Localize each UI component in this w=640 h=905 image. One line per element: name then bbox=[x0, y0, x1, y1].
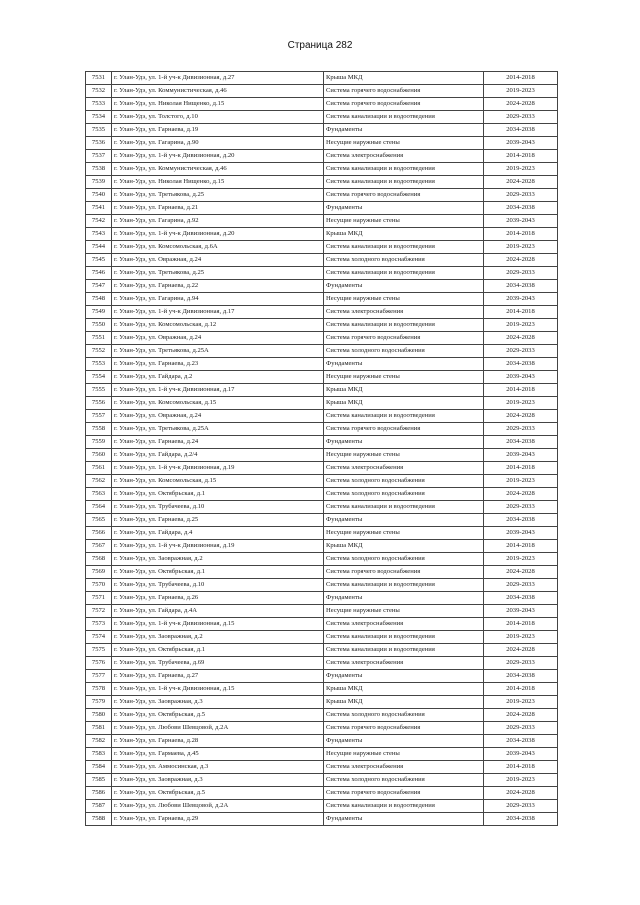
work-type-cell: Несущие наружные стены bbox=[324, 137, 484, 150]
period-cell: 2014-2018 bbox=[484, 150, 558, 163]
period-cell: 2039-2043 bbox=[484, 371, 558, 384]
work-type-cell: Фундаменты bbox=[324, 514, 484, 527]
address-cell: г. Улан-Удэ, ул. Толстого, д.10 bbox=[112, 111, 324, 124]
table-row bbox=[86, 98, 558, 111]
address-cell: г. Улан-Удэ, ул. Коммунистическая, д.46 bbox=[112, 163, 324, 176]
work-type-cell: Крыша МКД bbox=[324, 228, 484, 241]
work-type-cell: Система холодного водоснабжения bbox=[324, 254, 484, 267]
work-type-cell: Система холодного водоснабжения bbox=[324, 488, 484, 501]
work-type-cell: Система холодного водоснабжения bbox=[324, 475, 484, 488]
row-number-cell: 7531 bbox=[86, 72, 112, 85]
address-cell: г. Улан-Удэ, ул. 1-й уч-к Дивизионная, д.15 bbox=[112, 618, 324, 631]
work-type-cell: Система горячего водоснабжения bbox=[324, 722, 484, 735]
work-type-cell: Крыша МКД bbox=[324, 696, 484, 709]
period-cell: 2039-2043 bbox=[484, 748, 558, 761]
table-row bbox=[86, 605, 558, 618]
work-type-cell: Фундаменты bbox=[324, 592, 484, 605]
address-cell: г. Улан-Удэ, ул. Гарнаева, д.19 bbox=[112, 124, 324, 137]
period-cell: 2019-2023 bbox=[484, 85, 558, 98]
row-number-cell: 7547 bbox=[86, 280, 112, 293]
table-row bbox=[86, 514, 558, 527]
work-type-cell: Фундаменты bbox=[324, 735, 484, 748]
table-row bbox=[86, 306, 558, 319]
address-cell: г. Улан-Удэ, ул. Третьякова, д.25А bbox=[112, 423, 324, 436]
row-number-cell: 7549 bbox=[86, 306, 112, 319]
address-cell: г. Улан-Удэ, ул. 1-й уч-к Дивизионная, д.15 bbox=[112, 683, 324, 696]
period-cell: 2019-2023 bbox=[484, 553, 558, 566]
work-type-cell: Фундаменты bbox=[324, 280, 484, 293]
row-number-cell: 7542 bbox=[86, 215, 112, 228]
row-number-cell: 7572 bbox=[86, 605, 112, 618]
table-row bbox=[86, 735, 558, 748]
table-row bbox=[86, 657, 558, 670]
work-type-cell: Система электроснабжения bbox=[324, 618, 484, 631]
table-row bbox=[86, 774, 558, 787]
period-cell: 2014-2018 bbox=[484, 761, 558, 774]
work-type-cell: Крыша МКД bbox=[324, 540, 484, 553]
work-type-cell: Система канализации и водоотведения bbox=[324, 241, 484, 254]
table-row bbox=[86, 566, 558, 579]
address-cell: г. Улан-Удэ, ул. Заовражная, д.3 bbox=[112, 696, 324, 709]
row-number-cell: 7565 bbox=[86, 514, 112, 527]
work-type-cell: Система горячего водоснабжения bbox=[324, 85, 484, 98]
table-row bbox=[86, 228, 558, 241]
work-type-cell: Система холодного водоснабжения bbox=[324, 709, 484, 722]
page-number-header: Страница 282 bbox=[287, 40, 353, 51]
period-cell: 2019-2023 bbox=[484, 631, 558, 644]
period-cell: 2034-2038 bbox=[484, 436, 558, 449]
period-cell: 2024-2028 bbox=[484, 488, 558, 501]
table-row bbox=[86, 72, 558, 85]
address-cell: г. Улан-Удэ, ул. Овражная, д.24 bbox=[112, 332, 324, 345]
work-type-cell: Система электроснабжения bbox=[324, 761, 484, 774]
period-cell: 2024-2028 bbox=[484, 332, 558, 345]
table-row bbox=[86, 332, 558, 345]
row-number-cell: 7559 bbox=[86, 436, 112, 449]
work-type-cell: Несущие наружные стены bbox=[324, 215, 484, 228]
table-row bbox=[86, 462, 558, 475]
work-type-cell: Система канализации и водоотведения bbox=[324, 319, 484, 332]
table-row bbox=[86, 189, 558, 202]
period-cell: 2029-2033 bbox=[484, 722, 558, 735]
work-type-cell: Система канализации и водоотведения bbox=[324, 176, 484, 189]
period-cell: 2024-2028 bbox=[484, 709, 558, 722]
row-number-cell: 7564 bbox=[86, 501, 112, 514]
register-table-body bbox=[86, 72, 558, 826]
table-row bbox=[86, 267, 558, 280]
work-type-cell: Несущие наружные стены bbox=[324, 293, 484, 306]
address-cell: г. Улан-Удэ, ул. Гарнаева, д.29 bbox=[112, 813, 324, 826]
row-number-cell: 7588 bbox=[86, 813, 112, 826]
row-number-cell: 7532 bbox=[86, 85, 112, 98]
table-row bbox=[86, 618, 558, 631]
address-cell: г. Улан-Удэ, ул. Заовражная, д.2 bbox=[112, 631, 324, 644]
table-row bbox=[86, 111, 558, 124]
row-number-cell: 7548 bbox=[86, 293, 112, 306]
table-row bbox=[86, 722, 558, 735]
row-number-cell: 7581 bbox=[86, 722, 112, 735]
work-type-cell: Несущие наружные стены bbox=[324, 748, 484, 761]
row-number-cell: 7535 bbox=[86, 124, 112, 137]
row-number-cell: 7571 bbox=[86, 592, 112, 605]
period-cell: 2024-2028 bbox=[484, 787, 558, 800]
work-type-cell: Система горячего водоснабжения bbox=[324, 332, 484, 345]
table-row bbox=[86, 410, 558, 423]
period-cell: 2029-2033 bbox=[484, 657, 558, 670]
table-row bbox=[86, 800, 558, 813]
period-cell: 2019-2023 bbox=[484, 696, 558, 709]
table-row bbox=[86, 488, 558, 501]
address-cell: г. Улан-Удэ, ул. 1-й уч-к Дивизионная, д.27 bbox=[112, 72, 324, 85]
work-type-cell: Система горячего водоснабжения bbox=[324, 423, 484, 436]
work-type-cell: Фундаменты bbox=[324, 124, 484, 137]
table-row bbox=[86, 371, 558, 384]
table-row bbox=[86, 449, 558, 462]
row-number-cell: 7558 bbox=[86, 423, 112, 436]
address-cell: г. Улан-Удэ, ул. Третьякова, д.25А bbox=[112, 345, 324, 358]
row-number-cell: 7534 bbox=[86, 111, 112, 124]
row-number-cell: 7556 bbox=[86, 397, 112, 410]
row-number-cell: 7541 bbox=[86, 202, 112, 215]
row-number-cell: 7560 bbox=[86, 449, 112, 462]
address-cell: г. Улан-Удэ, ул. Овражная, д.24 bbox=[112, 410, 324, 423]
address-cell: г. Улан-Удэ, ул. Октябрьская, д.5 bbox=[112, 787, 324, 800]
period-cell: 2029-2033 bbox=[484, 345, 558, 358]
period-cell: 2024-2028 bbox=[484, 410, 558, 423]
work-type-cell: Крыша МКД bbox=[324, 397, 484, 410]
work-type-cell: Система электроснабжения bbox=[324, 306, 484, 319]
work-type-cell: Система горячего водоснабжения bbox=[324, 98, 484, 111]
address-cell: г. Улан-Удэ, ул. Заовражная, д.2 bbox=[112, 553, 324, 566]
table-row bbox=[86, 709, 558, 722]
address-cell: г. Улан-Удэ, ул. Гарнаева, д.25 bbox=[112, 514, 324, 527]
table-row bbox=[86, 124, 558, 137]
period-cell: 2014-2018 bbox=[484, 384, 558, 397]
period-cell: 2034-2038 bbox=[484, 813, 558, 826]
work-type-cell: Система канализации и водоотведения bbox=[324, 579, 484, 592]
row-number-cell: 7539 bbox=[86, 176, 112, 189]
period-cell: 2014-2018 bbox=[484, 72, 558, 85]
row-number-cell: 7543 bbox=[86, 228, 112, 241]
work-type-cell: Система электроснабжения bbox=[324, 462, 484, 475]
table-row bbox=[86, 475, 558, 488]
row-number-cell: 7553 bbox=[86, 358, 112, 371]
table-row bbox=[86, 423, 558, 436]
address-cell: г. Улан-Удэ, ул. Гайдара, д.4А bbox=[112, 605, 324, 618]
work-type-cell: Система горячего водоснабжения bbox=[324, 189, 484, 202]
address-cell: г. Улан-Удэ, ул. 1-й уч-к Дивизионная, д.19 bbox=[112, 462, 324, 475]
address-cell: г. Улан-Удэ, ул. Комсомольская, д.15 bbox=[112, 397, 324, 410]
period-cell: 2034-2038 bbox=[484, 592, 558, 605]
work-type-cell: Фундаменты bbox=[324, 670, 484, 683]
table-row bbox=[86, 670, 558, 683]
table-row bbox=[86, 761, 558, 774]
work-type-cell: Несущие наружные стены bbox=[324, 527, 484, 540]
address-cell: г. Улан-Удэ, ул. Николая Нищенко, д.15 bbox=[112, 176, 324, 189]
row-number-cell: 7566 bbox=[86, 527, 112, 540]
address-cell: г. Улан-Удэ, ул. Николая Нищенко, д.15 bbox=[112, 98, 324, 111]
address-cell: г. Улан-Удэ, ул. Гарнаева, д.28 bbox=[112, 735, 324, 748]
row-number-cell: 7582 bbox=[86, 735, 112, 748]
table-row bbox=[86, 436, 558, 449]
work-type-cell: Несущие наружные стены bbox=[324, 371, 484, 384]
work-type-cell: Система горячего водоснабжения bbox=[324, 787, 484, 800]
row-number-cell: 7579 bbox=[86, 696, 112, 709]
row-number-cell: 7568 bbox=[86, 553, 112, 566]
table-row bbox=[86, 319, 558, 332]
row-number-cell: 7580 bbox=[86, 709, 112, 722]
address-cell: г. Улан-Удэ, ул. Гарнаева, д.24 bbox=[112, 436, 324, 449]
period-cell: 2029-2033 bbox=[484, 267, 558, 280]
work-type-cell: Система канализации и водоотведения bbox=[324, 410, 484, 423]
period-cell: 2029-2033 bbox=[484, 501, 558, 514]
address-cell: г. Улан-Удэ, ул. Гармаева, д.45 bbox=[112, 748, 324, 761]
table-row bbox=[86, 787, 558, 800]
table-row bbox=[86, 215, 558, 228]
table-row bbox=[86, 202, 558, 215]
row-number-cell: 7587 bbox=[86, 800, 112, 813]
work-type-cell: Система холодного водоснабжения bbox=[324, 553, 484, 566]
work-type-cell: Система горячего водоснабжения bbox=[324, 566, 484, 579]
row-number-cell: 7557 bbox=[86, 410, 112, 423]
register-table bbox=[85, 71, 558, 826]
work-type-cell: Несущие наружные стены bbox=[324, 605, 484, 618]
table-row bbox=[86, 397, 558, 410]
address-cell: г. Улан-Удэ, ул. Октябрьская, д.1 bbox=[112, 644, 324, 657]
period-cell: 2039-2043 bbox=[484, 449, 558, 462]
work-type-cell: Крыша МКД bbox=[324, 384, 484, 397]
table-row bbox=[86, 527, 558, 540]
address-cell: г. Улан-Удэ, ул. Гарнаева, д.27 bbox=[112, 670, 324, 683]
work-type-cell: Система канализации и водоотведения bbox=[324, 111, 484, 124]
period-cell: 2039-2043 bbox=[484, 293, 558, 306]
row-number-cell: 7552 bbox=[86, 345, 112, 358]
work-type-cell: Система канализации и водоотведения bbox=[324, 800, 484, 813]
period-cell: 2024-2028 bbox=[484, 254, 558, 267]
address-cell: г. Улан-Удэ, ул. Комсомольская, д.6А bbox=[112, 241, 324, 254]
period-cell: 2034-2038 bbox=[484, 735, 558, 748]
table-row bbox=[86, 579, 558, 592]
period-cell: 2029-2033 bbox=[484, 111, 558, 124]
table-row bbox=[86, 358, 558, 371]
period-cell: 2019-2023 bbox=[484, 319, 558, 332]
address-cell: г. Улан-Удэ, ул. Третьякова, д.25 bbox=[112, 267, 324, 280]
address-cell: г. Улан-Удэ, ул. Комсомольская, д.12 bbox=[112, 319, 324, 332]
period-cell: 2014-2018 bbox=[484, 618, 558, 631]
period-cell: 2039-2043 bbox=[484, 605, 558, 618]
address-cell: г. Улан-Удэ, ул. Гарнаева, д.22 bbox=[112, 280, 324, 293]
period-cell: 2029-2033 bbox=[484, 579, 558, 592]
table-row bbox=[86, 683, 558, 696]
table-row bbox=[86, 540, 558, 553]
table-row bbox=[86, 384, 558, 397]
address-cell: г. Улан-Удэ, ул. Любови Шевцовой, д.2А bbox=[112, 722, 324, 735]
period-cell: 2019-2023 bbox=[484, 397, 558, 410]
row-number-cell: 7576 bbox=[86, 657, 112, 670]
table-row bbox=[86, 163, 558, 176]
work-type-cell: Система канализации и водоотведения bbox=[324, 267, 484, 280]
row-number-cell: 7555 bbox=[86, 384, 112, 397]
table-row bbox=[86, 150, 558, 163]
table-row bbox=[86, 345, 558, 358]
row-number-cell: 7573 bbox=[86, 618, 112, 631]
address-cell: г. Улан-Удэ, ул. Гарнаева, д.23 bbox=[112, 358, 324, 371]
period-cell: 2024-2028 bbox=[484, 644, 558, 657]
row-number-cell: 7586 bbox=[86, 787, 112, 800]
table-row bbox=[86, 501, 558, 514]
work-type-cell: Система холодного водоснабжения bbox=[324, 774, 484, 787]
table-row bbox=[86, 553, 558, 566]
row-number-cell: 7570 bbox=[86, 579, 112, 592]
row-number-cell: 7540 bbox=[86, 189, 112, 202]
period-cell: 2014-2018 bbox=[484, 228, 558, 241]
row-number-cell: 7563 bbox=[86, 488, 112, 501]
work-type-cell: Система канализации и водоотведения bbox=[324, 644, 484, 657]
table-row bbox=[86, 254, 558, 267]
work-type-cell: Система электроснабжения bbox=[324, 150, 484, 163]
row-number-cell: 7584 bbox=[86, 761, 112, 774]
table-row bbox=[86, 748, 558, 761]
address-cell: г. Улан-Удэ, ул. Октябрьская, д.1 bbox=[112, 488, 324, 501]
row-number-cell: 7567 bbox=[86, 540, 112, 553]
address-cell: г. Улан-Удэ, ул. Трубачеева, д.10 bbox=[112, 501, 324, 514]
address-cell: г. Улан-Удэ, ул. Гайдара, д.2/4 bbox=[112, 449, 324, 462]
address-cell: г. Улан-Удэ, ул. Овражная, д.24 bbox=[112, 254, 324, 267]
work-type-cell: Фундаменты bbox=[324, 436, 484, 449]
work-type-cell: Система холодного водоснабжения bbox=[324, 345, 484, 358]
row-number-cell: 7554 bbox=[86, 371, 112, 384]
address-cell: г. Улан-Удэ, ул. Гайдара, д.4 bbox=[112, 527, 324, 540]
row-number-cell: 7577 bbox=[86, 670, 112, 683]
row-number-cell: 7585 bbox=[86, 774, 112, 787]
row-number-cell: 7578 bbox=[86, 683, 112, 696]
table-row bbox=[86, 176, 558, 189]
address-cell: г. Улан-Удэ, ул. Трубачеева, д.69 bbox=[112, 657, 324, 670]
row-number-cell: 7574 bbox=[86, 631, 112, 644]
work-type-cell: Крыша МКД bbox=[324, 683, 484, 696]
row-number-cell: 7544 bbox=[86, 241, 112, 254]
work-type-cell: Фундаменты bbox=[324, 202, 484, 215]
period-cell: 2014-2018 bbox=[484, 683, 558, 696]
period-cell: 2019-2023 bbox=[484, 163, 558, 176]
work-type-cell: Несущие наружные стены bbox=[324, 449, 484, 462]
address-cell: г. Улан-Удэ, ул. 1-й уч-к Дивизионная, д.19 bbox=[112, 540, 324, 553]
table-row bbox=[86, 813, 558, 826]
row-number-cell: 7545 bbox=[86, 254, 112, 267]
address-cell: г. Улан-Удэ, ул. Трубачеева, д.10 bbox=[112, 579, 324, 592]
address-cell: г. Улан-Удэ, ул. Гарнаева, д.21 bbox=[112, 202, 324, 215]
row-number-cell: 7533 bbox=[86, 98, 112, 111]
table-row bbox=[86, 280, 558, 293]
period-cell: 2024-2028 bbox=[484, 176, 558, 189]
row-number-cell: 7550 bbox=[86, 319, 112, 332]
period-cell: 2019-2023 bbox=[484, 475, 558, 488]
address-cell: г. Улан-Удэ, ул. Октябрьская, д.5 bbox=[112, 709, 324, 722]
table-row bbox=[86, 592, 558, 605]
table-row bbox=[86, 644, 558, 657]
table-row bbox=[86, 241, 558, 254]
row-number-cell: 7583 bbox=[86, 748, 112, 761]
row-number-cell: 7538 bbox=[86, 163, 112, 176]
period-cell: 2014-2018 bbox=[484, 306, 558, 319]
address-cell: г. Улан-Удэ, ул. 1-й уч-к Дивизионная, д.17 bbox=[112, 384, 324, 397]
row-number-cell: 7569 bbox=[86, 566, 112, 579]
period-cell: 2014-2018 bbox=[484, 540, 558, 553]
address-cell: г. Улан-Удэ, ул. Третьякова, д.25 bbox=[112, 189, 324, 202]
address-cell: г. Улан-Удэ, ул. Любови Шевцовой, д.2А bbox=[112, 800, 324, 813]
work-type-cell: Фундаменты bbox=[324, 358, 484, 371]
period-cell: 2039-2043 bbox=[484, 137, 558, 150]
table-row bbox=[86, 85, 558, 98]
table-row bbox=[86, 631, 558, 644]
period-cell: 2034-2038 bbox=[484, 280, 558, 293]
row-number-cell: 7551 bbox=[86, 332, 112, 345]
period-cell: 2034-2038 bbox=[484, 670, 558, 683]
address-cell: г. Улан-Удэ, ул. Коммунистическая, д.46 bbox=[112, 85, 324, 98]
address-cell: г. Улан-Удэ, ул. Гагарина, д.94 bbox=[112, 293, 324, 306]
period-cell: 2029-2033 bbox=[484, 189, 558, 202]
period-cell: 2014-2018 bbox=[484, 462, 558, 475]
address-cell: г. Улан-Удэ, ул. Гайдара, д.2 bbox=[112, 371, 324, 384]
period-cell: 2029-2033 bbox=[484, 800, 558, 813]
address-cell: г. Улан-Удэ, ул. Аммосинская, д.3 bbox=[112, 761, 324, 774]
period-cell: 2019-2023 bbox=[484, 241, 558, 254]
row-number-cell: 7561 bbox=[86, 462, 112, 475]
address-cell: г. Улан-Удэ, ул. 1-й уч-к Дивизионная, д.17 bbox=[112, 306, 324, 319]
work-type-cell: Фундаменты bbox=[324, 813, 484, 826]
period-cell: 2024-2028 bbox=[484, 566, 558, 579]
address-cell: г. Улан-Удэ, ул. 1-й уч-к Дивизионная, д.20 bbox=[112, 150, 324, 163]
period-cell: 2039-2043 bbox=[484, 215, 558, 228]
table-row bbox=[86, 293, 558, 306]
period-cell: 2019-2023 bbox=[484, 774, 558, 787]
address-cell: г. Улан-Удэ, ул. Октябрьская, д.1 bbox=[112, 566, 324, 579]
address-cell: г. Улан-Удэ, ул. Комсомольская, д.15 bbox=[112, 475, 324, 488]
address-cell: г. Улан-Удэ, ул. Гагарина, д.92 bbox=[112, 215, 324, 228]
table-row bbox=[86, 137, 558, 150]
row-number-cell: 7575 bbox=[86, 644, 112, 657]
row-number-cell: 7536 bbox=[86, 137, 112, 150]
address-cell: г. Улан-Удэ, ул. Заовражная, д.3 bbox=[112, 774, 324, 787]
address-cell: г. Улан-Удэ, ул. 1-й уч-к Дивизионная, д.20 bbox=[112, 228, 324, 241]
work-type-cell: Крыша МКД bbox=[324, 72, 484, 85]
period-cell: 2039-2043 bbox=[484, 527, 558, 540]
period-cell: 2024-2028 bbox=[484, 98, 558, 111]
period-cell: 2034-2038 bbox=[484, 124, 558, 137]
work-type-cell: Система канализации и водоотведения bbox=[324, 501, 484, 514]
address-cell: г. Улан-Удэ, ул. Гагарина, д.90 bbox=[112, 137, 324, 150]
row-number-cell: 7537 bbox=[86, 150, 112, 163]
period-cell: 2034-2038 bbox=[484, 358, 558, 371]
work-type-cell: Система канализации и водоотведения bbox=[324, 631, 484, 644]
address-cell: г. Улан-Удэ, ул. Гарнаева, д.26 bbox=[112, 592, 324, 605]
period-cell: 2034-2038 bbox=[484, 202, 558, 215]
row-number-cell: 7562 bbox=[86, 475, 112, 488]
row-number-cell: 7546 bbox=[86, 267, 112, 280]
work-type-cell: Система канализации и водоотведения bbox=[324, 163, 484, 176]
period-cell: 2029-2033 bbox=[484, 423, 558, 436]
work-type-cell: Система электроснабжения bbox=[324, 657, 484, 670]
table-row bbox=[86, 696, 558, 709]
period-cell: 2034-2038 bbox=[484, 514, 558, 527]
